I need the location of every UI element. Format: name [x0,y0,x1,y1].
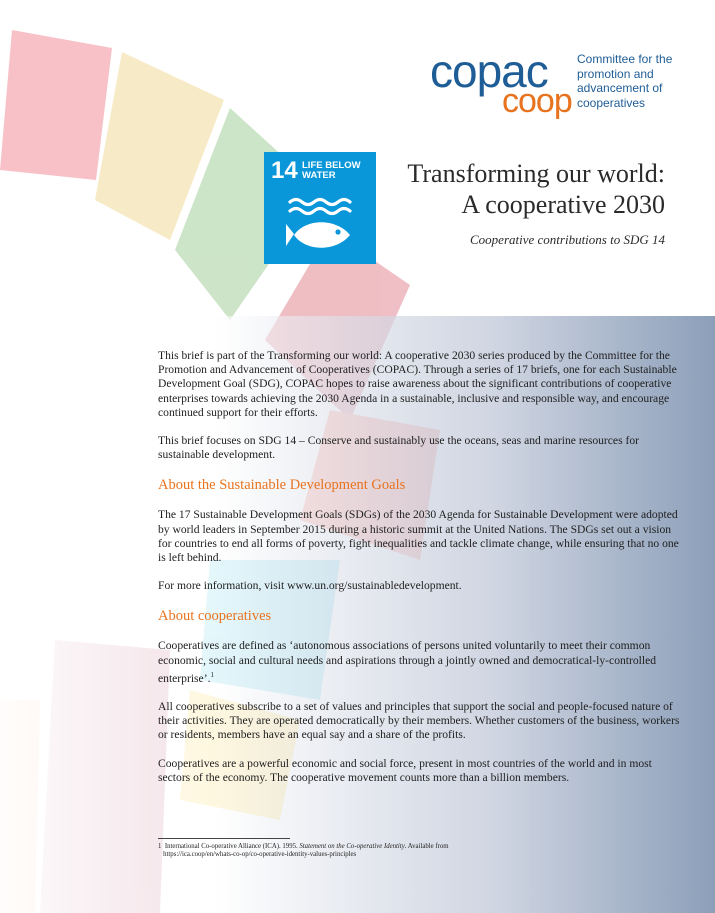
footnote-source-title: Statement on the Co-operative Identity [299,843,405,850]
logo-wordmark-coop: coop [502,82,572,120]
footnote-number: 1 [158,843,162,850]
coops-paragraph-2: All cooperatives subscribe to a set of values and principles that support the social and people-focused nature of their activities. They are operated democratically by their members. Whether customers of the business, workers or residents, members have an equal say and a share of the profits. [158,699,680,742]
brief-body [158,349,683,799]
logo-wordmark-copac: copac [430,45,548,97]
page-title [407,158,665,220]
sdg-14-tile [264,152,376,264]
wheel-segment-red [0,30,112,180]
sdgs-paragraph-2: For more information, visit www.un.org/sustainabledevelopment. [158,579,462,593]
footnote [158,843,538,860]
footnote-reference: 1 [210,670,214,679]
sdg-name: LIFE BELOW WATER [302,160,361,181]
intro-paragraph-1: This brief is part of the Transforming our world: A cooperative 2030 series produced by the Committee for the Promotion and Advancement of Cooperatives (COPAC). Through a series of 17 briefs, one for each Sustainable Development Goal (SDG), COPAC hopes to raise awareness about the significant contributions of cooperative enterprises towards achieving the 2030 Agenda in a sustainable, inclusive and responsible way, and encourage continued support for their efforts. [158,349,677,419]
intro-paragraph-2: This brief focuses on SDG 14 – Conserve and sustainably use the oceans, seas and marine resources for sustainable development. [158,434,640,462]
sdgs-paragraph-1: The 17 Sustainable Development Goals (SDGs) of the 2030 Agenda for Sustainable Development were adopted by world leaders in September 2015 during a historic summit at the United Nations. The SDGs set out a vision for countries to end all forms of poverty, fight inequalities and tackle climate change, while ensuring that no one is left behind. [158,508,679,565]
copac-logo [430,45,680,120]
coops-paragraph-3: Cooperatives are a powerful economic and social force, present in most countries of the world and in most sectors of the economy. The cooperative movement counts more than a billion members. [158,756,652,784]
heading-about-cooperatives: About cooperatives [158,608,272,625]
coops-paragraph-1 [158,639,683,685]
footnote-text-before: International Co-operative Alliance (ICA). 1995. [164,843,298,850]
heading-about-sdgs: About the Sustainable Development Goals [158,477,406,494]
page-subtitle: Cooperative contributions to SDG 14 [470,232,665,247]
logo-tagline: Committee for the promotion and advancement of cooperatives [577,52,673,110]
footnote-divider [158,838,290,839]
sdg-number: 14 [271,157,298,184]
coops-paragraph-1-text: Cooperatives are defined as ‘autonomous associations of persons united voluntarily to meet their common economic, social and cultural needs and aspirations through a jointly owned and democratical-ly-controlled enterprise’. [158,639,657,685]
title-line-2: A cooperative 2030 [461,190,665,219]
title-line-1: Transforming our world: [407,159,665,188]
footnote-text-after: . Available from [404,843,449,850]
footnote-url-link[interactable]: https://ica.coop/en/whats-co-op/co-operative-identity-values-principles [163,851,357,859]
